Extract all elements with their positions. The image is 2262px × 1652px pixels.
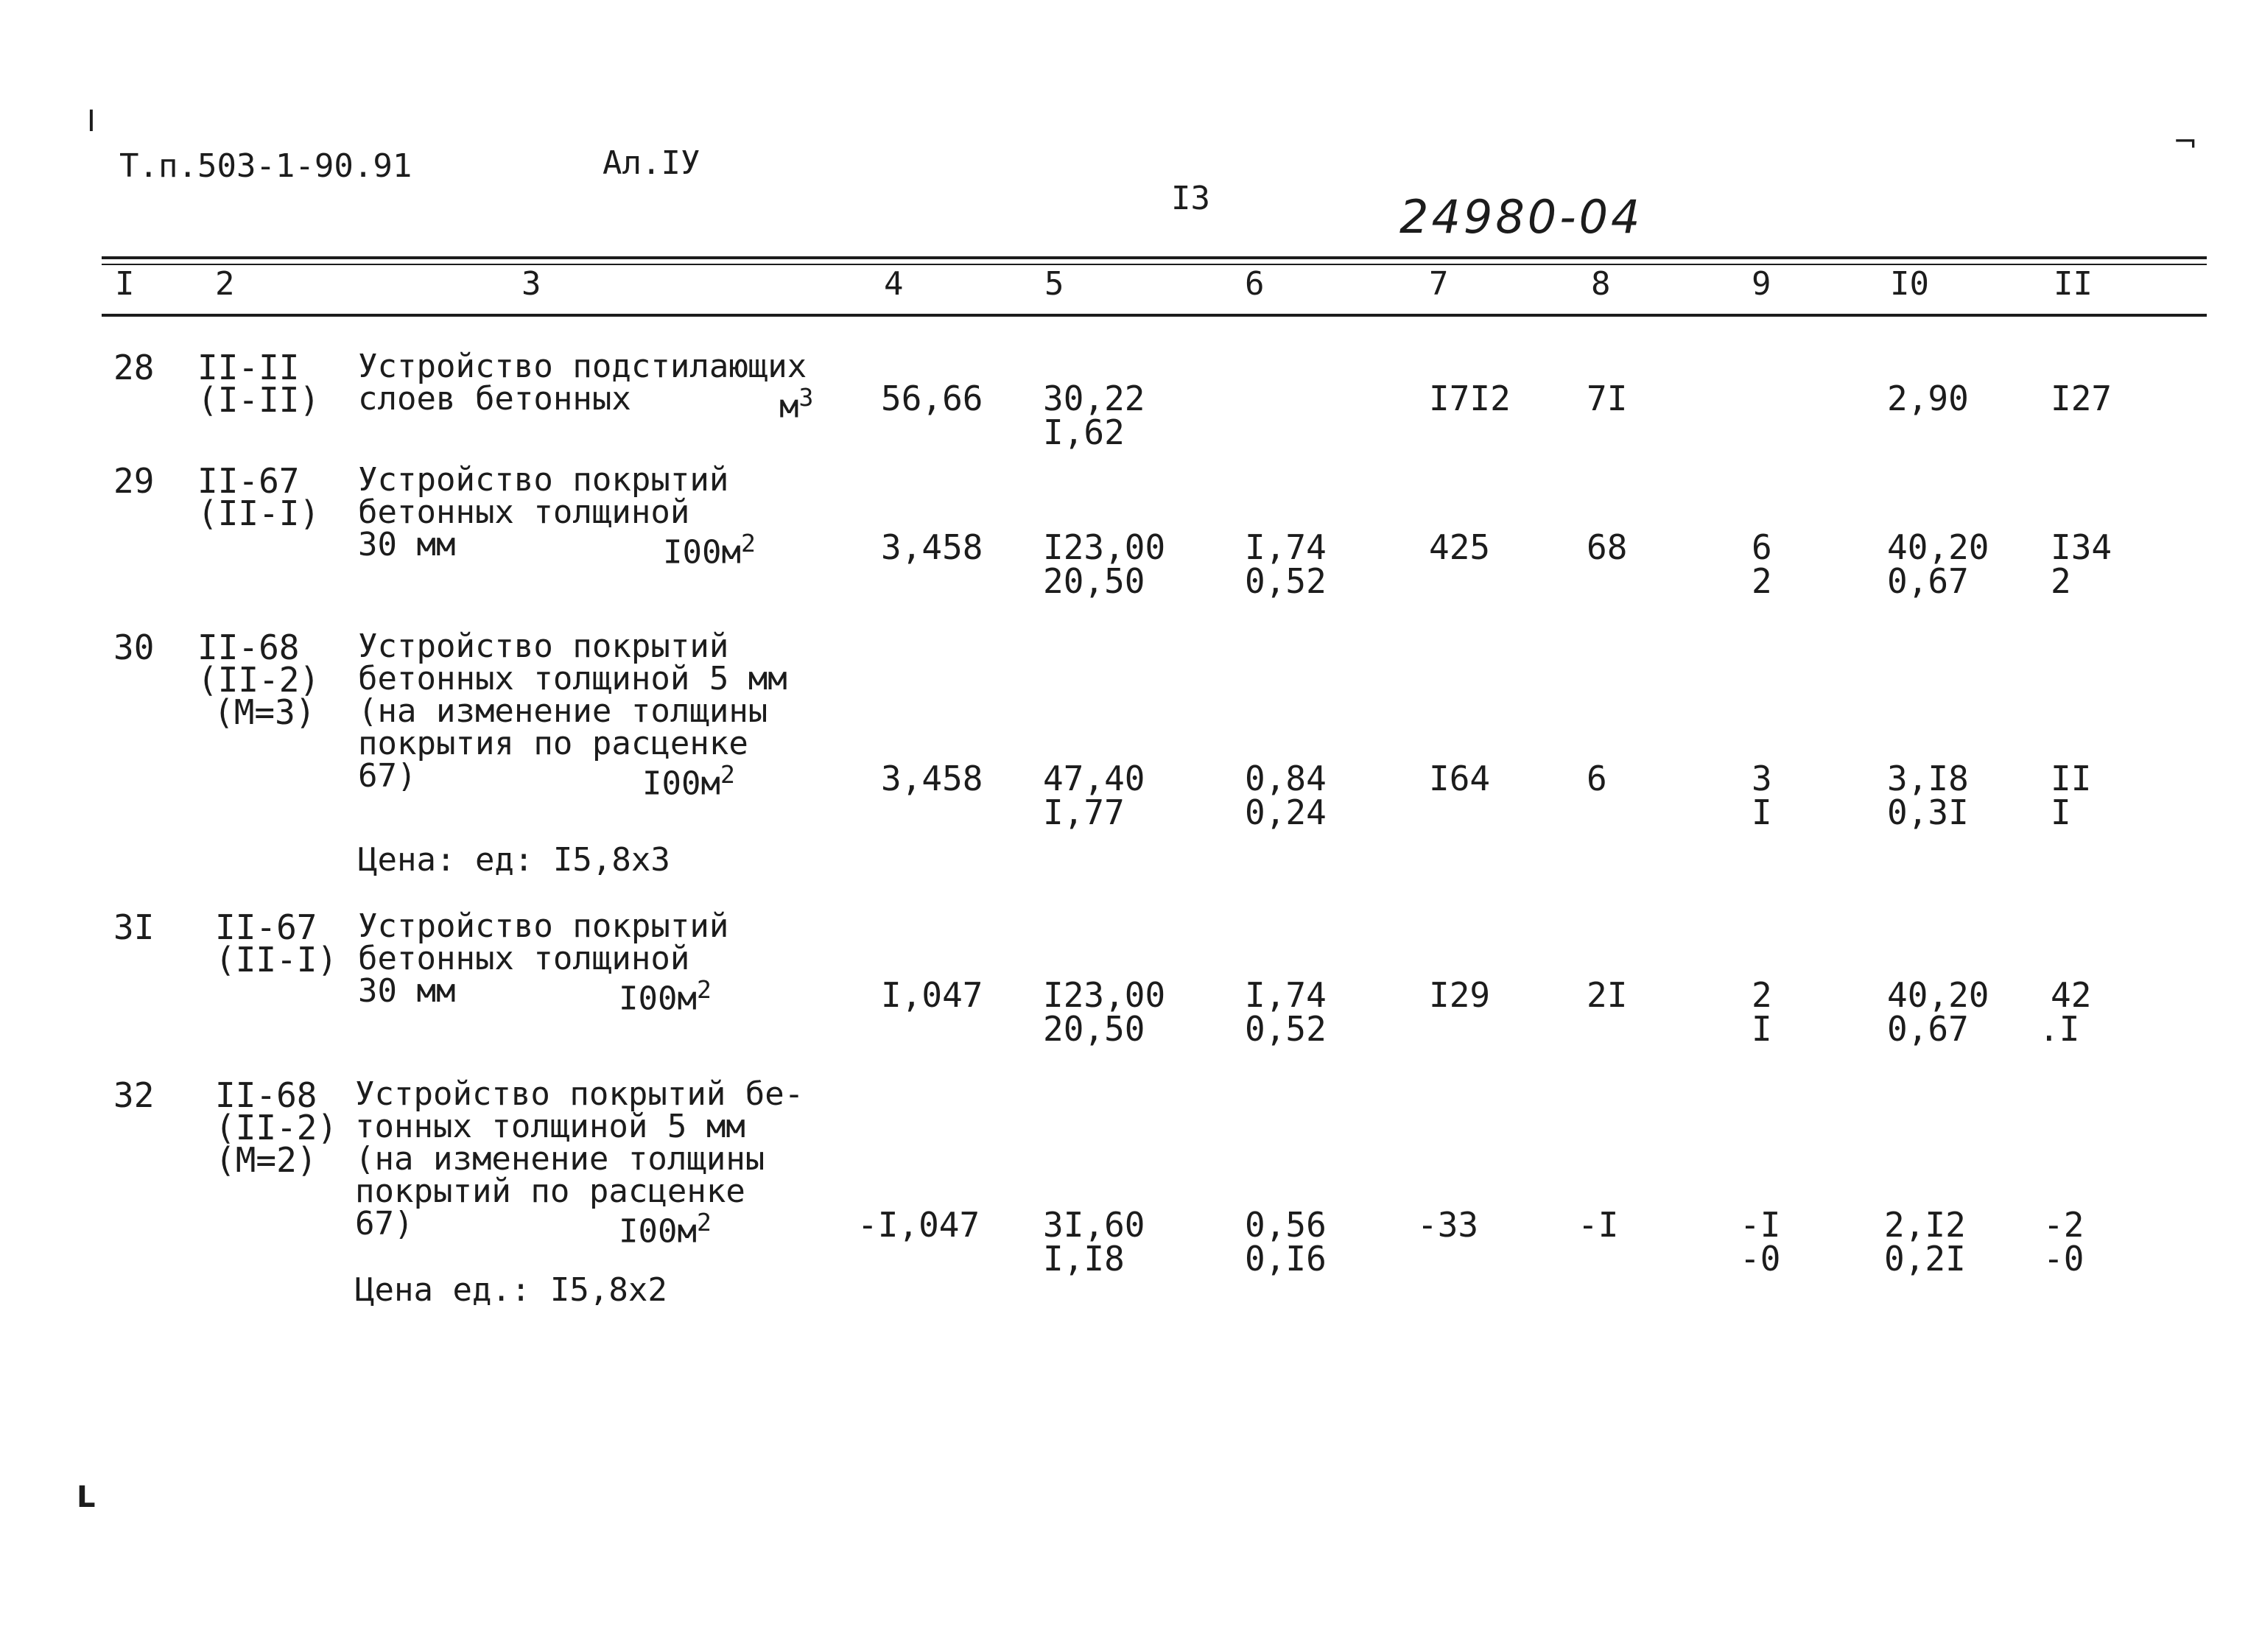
unit-of-measure: $I00м^2$	[619, 1208, 712, 1251]
quantity: -I,047	[857, 1205, 980, 1245]
document-reference: Т.п.503-1-90.91	[119, 147, 412, 185]
column-header: II	[2054, 265, 2093, 303]
work-description: Устройство покрытий	[358, 461, 729, 499]
table-top-rule	[102, 256, 2207, 259]
unit-of-measure: $I00м^2$	[663, 529, 756, 572]
column-header: 9	[1752, 265, 1771, 303]
machine-wages-total: I	[1752, 1009, 1772, 1049]
row-number: 3I	[113, 907, 155, 947]
labor-total: -2	[2043, 1205, 2084, 1245]
machine-total: -I	[1740, 1205, 1781, 1245]
labor-unit: 3,I8	[1887, 759, 1969, 798]
work-description: покрытий по расценке	[355, 1173, 745, 1210]
work-description: слоев бетонных	[358, 380, 631, 418]
column-header: I	[115, 265, 135, 303]
machine-cost: I,74	[1245, 527, 1327, 567]
row-number: 28	[113, 348, 155, 387]
work-description: бетонных толщиной	[358, 493, 690, 531]
corner-mark-top-left: I	[87, 105, 96, 138]
quantity: 3,458	[881, 759, 983, 798]
labor-total: I27	[2051, 379, 2112, 418]
labor-total-machinists: .I	[2039, 1009, 2080, 1049]
work-description: Устройство покрытий бе-	[355, 1075, 804, 1113]
labor-unit: 40,20	[1887, 527, 1989, 567]
album-label: Ал.IУ	[603, 144, 700, 182]
total-cost: I29	[1429, 975, 1491, 1015]
labor-total-machinists: 2	[2051, 561, 2071, 601]
wages-total: 68	[1587, 527, 1628, 567]
rate-code: II-68	[197, 628, 300, 667]
unit-cost: 47,40	[1043, 759, 1145, 798]
work-description: Устройство покрытий	[358, 907, 729, 945]
work-description: бетонных толщиной 5 мм	[358, 660, 787, 697]
work-description: 67)	[355, 1205, 414, 1242]
quantity: 56,66	[881, 379, 983, 418]
unit-cost: 30,22	[1043, 379, 1145, 418]
unit-cost-wages: 20,50	[1043, 1009, 1145, 1049]
rate-code: (М=2)	[215, 1140, 317, 1180]
unit-cost-wages: I,I8	[1043, 1239, 1125, 1279]
column-header: I0	[1890, 265, 1929, 303]
unit-of-measure: $I00м^2$	[642, 760, 735, 803]
rate-code: II-II	[197, 348, 300, 387]
unit-cost: I23,00	[1043, 975, 1166, 1015]
unit-of-measure: $I00м^2$	[619, 975, 712, 1018]
unit-cost: I23,00	[1043, 527, 1166, 567]
total-cost: -33	[1417, 1205, 1479, 1245]
machine-total: 2	[1752, 975, 1772, 1015]
unit-cost: 3I,60	[1043, 1205, 1145, 1245]
column-header: 8	[1591, 265, 1611, 303]
quantity: 3,458	[881, 527, 983, 567]
row-number: 30	[113, 628, 155, 667]
work-description: покрытия по расценке	[358, 725, 748, 762]
machine-total: 6	[1752, 527, 1772, 567]
work-description: 30 мм	[358, 526, 456, 563]
rate-code: (II-2)	[215, 1108, 338, 1147]
unit-cost-wages: I,77	[1043, 792, 1125, 832]
rate-code: (II-2)	[197, 660, 320, 700]
work-description: тонных толщиной 5 мм	[355, 1108, 745, 1145]
rate-code: (II-I)	[197, 493, 320, 533]
column-header: 3	[521, 265, 541, 303]
machine-cost: I,74	[1245, 975, 1327, 1015]
rate-code: II-67	[197, 461, 300, 501]
machine-total: 3	[1752, 759, 1772, 798]
work-description: (на изменение толщины	[355, 1140, 765, 1178]
column-header: 7	[1429, 265, 1449, 303]
work-description: 30 мм	[358, 972, 456, 1010]
total-cost: I64	[1429, 759, 1491, 798]
rate-code: II-68	[215, 1075, 317, 1115]
labor-unit-machinists: 0,3I	[1887, 792, 1969, 832]
machine-cost: 0,84	[1245, 759, 1327, 798]
machine-wages-total: 2	[1752, 561, 1772, 601]
row-number: 32	[113, 1075, 155, 1115]
work-description: (на изменение толщины	[358, 692, 768, 730]
work-description: Устройство подстилающих	[358, 348, 807, 385]
column-header: 2	[215, 265, 235, 303]
unit-of-measure: $м^3$	[779, 383, 814, 426]
quantity: I,047	[881, 975, 983, 1015]
machine-wages: 0,52	[1245, 561, 1327, 601]
labor-total: I34	[2051, 527, 2112, 567]
machine-wages: 0,24	[1245, 792, 1327, 832]
corner-mark-top-right: ¬	[2173, 125, 2198, 159]
labor-unit-machinists: 0,67	[1887, 561, 1969, 601]
labor-total: II	[2051, 759, 2092, 798]
work-description: Устройство покрытий	[358, 628, 729, 665]
total-cost: 425	[1429, 527, 1491, 567]
wages-total: 2I	[1587, 975, 1628, 1015]
column-header: 6	[1245, 265, 1265, 303]
labor-total-machinists: I	[2051, 792, 2071, 832]
labor-unit-machinists: 0,67	[1887, 1009, 1969, 1049]
machine-cost: 0,56	[1245, 1205, 1327, 1245]
labor-total-machinists: -0	[2043, 1239, 2084, 1279]
labor-unit: 40,20	[1887, 975, 1989, 1015]
work-description: бетонных толщиной	[358, 940, 690, 977]
inventory-number: 24980-04	[1399, 190, 1643, 244]
column-header: 5	[1044, 265, 1064, 303]
work-description: 67)	[358, 757, 417, 795]
rate-code: (М=3)	[214, 692, 316, 732]
machine-wages: 0,52	[1245, 1009, 1327, 1049]
rate-code: II-67	[215, 907, 317, 947]
labor-unit: 2,I2	[1884, 1205, 1966, 1245]
labor-unit: 2,90	[1887, 379, 1969, 418]
machine-wages-total: I	[1752, 792, 1772, 832]
wages-total: 6	[1587, 759, 1607, 798]
price-note: Цена: ед: I5,8х3	[358, 841, 670, 879]
wages-total: -I	[1578, 1205, 1619, 1245]
labor-total: 42	[2051, 975, 2092, 1015]
wages-total: 7I	[1587, 379, 1628, 418]
page-number: I3	[1171, 180, 1210, 217]
price-note: Цена ед.: I5,8х2	[355, 1271, 667, 1309]
rate-code: (II-I)	[215, 940, 338, 980]
column-header: 4	[884, 265, 904, 303]
row-number: 29	[113, 461, 155, 501]
unit-cost-wages: 20,50	[1043, 561, 1145, 601]
labor-unit-machinists: 0,2I	[1884, 1239, 1966, 1279]
total-cost: I7I2	[1429, 379, 1511, 418]
machine-wages-total: -0	[1740, 1239, 1781, 1279]
machine-wages: 0,I6	[1245, 1239, 1327, 1279]
corner-mark-bottom-left: L	[77, 1480, 96, 1514]
rate-code: (I-II)	[197, 380, 320, 420]
table-header-rule	[102, 314, 2207, 317]
unit-cost-wages: I,62	[1043, 412, 1125, 452]
